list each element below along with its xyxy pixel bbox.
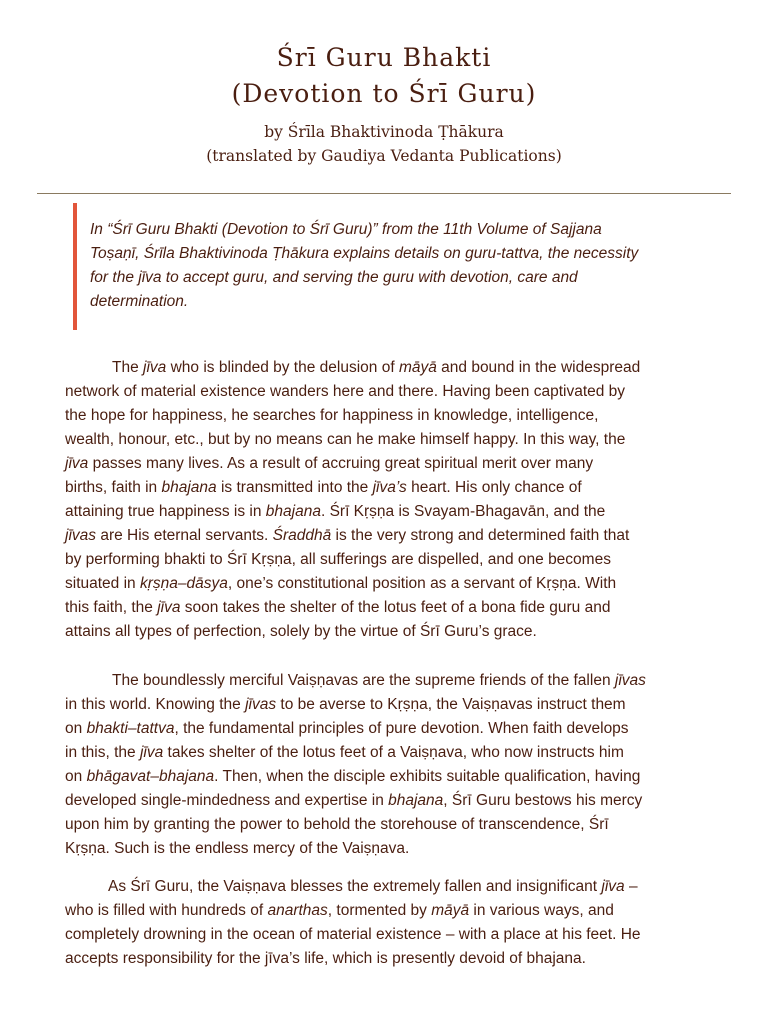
text-run: are His eternal servants.	[96, 527, 273, 544]
text-run-italic: bhajana	[265, 503, 321, 520]
paragraph-line	[65, 765, 715, 789]
text-run: passes many lives. As a result of accruing great spiritual merit over many	[88, 455, 594, 472]
paragraph-line	[65, 500, 715, 524]
text-run-italic: anarthas	[267, 902, 328, 919]
text-run-italic: bhāgavat–bhajana	[86, 768, 215, 785]
paragraph-line	[65, 476, 715, 500]
text-run: who is filled with hundreds of	[65, 902, 268, 919]
text-run: on	[65, 768, 87, 785]
text-run-italic: jīva	[65, 455, 89, 472]
text-run: –	[624, 878, 638, 895]
text-run-italic: Śraddhā	[272, 527, 332, 544]
paragraph-line	[65, 899, 715, 923]
text-run: who is blinded by the delusion of	[166, 359, 399, 376]
text-run-italic: jīva	[157, 599, 181, 616]
paragraph-line	[65, 572, 715, 596]
text-run-italic: jīva	[139, 744, 164, 761]
title-line-2: (Devotion to Śrī Guru)	[231, 79, 537, 108]
paragraph-line: network of material existence wanders here and there. Having been captivated by	[65, 383, 626, 400]
text-run: situated in	[65, 575, 140, 592]
text-run-italic: bhakti–tattva	[86, 720, 175, 737]
text-run: births, faith in	[65, 479, 162, 496]
text-run: takes shelter of the lotus feet of a Vaiṣṇava, who now instructs him	[163, 744, 624, 761]
text-run: attaining true happiness is in	[65, 503, 266, 520]
text-run: in various ways, and	[469, 902, 614, 919]
paragraph-line	[65, 669, 715, 693]
text-run: . Then, when the disciple exhibits suitable qualification, having	[214, 768, 641, 785]
text-run: to be averse to Kṛṣṇa, the Vaiṣṇavas instruct them	[276, 696, 626, 713]
text-run-italic: māyā	[398, 359, 437, 376]
title-line-1: Śrī Guru Bhakti	[276, 43, 492, 72]
text-run: The boundlessly merciful Vaiṣṇavas are the supreme friends of the fallen	[112, 672, 615, 689]
paragraph-line	[65, 596, 715, 620]
paragraph-line: the hope for happiness, he searches for happiness in knowledge, intelligence,	[65, 407, 599, 424]
text-run: , Śrī Guru bestows his mercy	[443, 792, 643, 809]
text-run-italic: jīvas	[65, 527, 97, 544]
text-run: is transmitted into the	[216, 479, 373, 496]
text-run-italic: bhajana	[161, 479, 217, 496]
text-run: in this, the	[65, 744, 140, 761]
text-run-italic: jīva’s	[372, 479, 407, 496]
paragraph-line	[65, 356, 715, 380]
author-line: by Śrīla Bhaktivinoda Ṭhākura	[264, 123, 504, 141]
text-run: this faith, the	[65, 599, 158, 616]
paragraph-line	[65, 789, 715, 813]
paragraph-line: accepts responsibility for the jīva’s life, which is presently devoid of bhajana.	[65, 950, 586, 967]
blockquote-line: determination.	[90, 293, 189, 310]
text-run: , the fundamental principles of pure devotion. When faith develops	[174, 720, 629, 737]
text-run: in this world. Knowing the	[65, 696, 246, 713]
paragraph-2	[65, 669, 715, 861]
paragraph-line	[65, 524, 715, 548]
page-title	[0, 40, 768, 112]
text-run: , one’s constitutional position as a servant of Kṛṣṇa. With	[227, 575, 617, 592]
text-run-italic: jīvas	[614, 672, 646, 689]
paragraph-line	[65, 452, 715, 476]
text-run: and bound in the widespread	[436, 359, 641, 376]
text-run-italic: jīvas	[245, 696, 277, 713]
text-run: is the very strong and determined faith that	[331, 527, 630, 544]
blockquote-accent-bar	[73, 203, 77, 330]
text-run-italic: kṛṣṇa–dāsya	[139, 575, 228, 592]
paragraph-line	[65, 693, 715, 717]
paragraph-line: wealth, honour, etc., but by no means can he make himself happy. In this way, the	[65, 431, 626, 448]
paragraph-line	[65, 741, 715, 765]
blockquote-line: In “Śrī Guru Bhakti (Devotion to Śrī Guru)” from the 11th Volume of Sajjana	[90, 221, 602, 238]
paragraph-3	[65, 875, 715, 971]
paragraph-line	[65, 717, 715, 741]
byline	[0, 120, 768, 168]
text-run: As Śrī Guru, the Vaiṣṇava blesses the extremely fallen and insignificant	[108, 878, 602, 895]
paragraph-line: attains all types of perfection, solely by the virtue of Śrī Guru’s grace.	[65, 623, 537, 640]
blockquote-line: for the jīva to accept guru, and serving the guru with devotion, care and	[90, 269, 578, 286]
text-run-italic: māyā	[431, 902, 470, 919]
header-divider	[37, 193, 731, 194]
text-run: . Śrī Kṛṣṇa is Svayam-Bhagavān, and the	[320, 503, 606, 520]
paragraph-1	[65, 356, 715, 644]
text-run: heart. His only chance of	[406, 479, 582, 496]
text-run-italic: bhajana	[388, 792, 444, 809]
blockquote-line: Toṣaṇī, Śrīla Bhaktivinoda Ṭhākura explains details on guru-tattva, the necessity	[90, 245, 639, 262]
text-run: on	[65, 720, 87, 737]
text-run: soon takes the shelter of the lotus feet of a bona fide guru and	[180, 599, 611, 616]
paragraph-line: Kṛṣṇa. Such is the endless mercy of the Vaiṣṇava.	[65, 840, 410, 857]
paragraph-line: completely drowning in the ocean of material existence – with a place at his feet. He	[65, 926, 641, 943]
paragraph-line	[65, 875, 715, 899]
text-run: developed single-mindedness and expertise in	[65, 792, 389, 809]
paragraph-line: by performing bhakti to Śrī Kṛṣṇa, all sufferings are dispelled, and one becomes	[65, 551, 611, 568]
text-run-italic: jīva	[601, 878, 625, 895]
translator-line: (translated by Gaudiya Vedanta Publications)	[206, 147, 562, 165]
text-run: The	[112, 359, 144, 376]
text-run: , tormented by	[327, 902, 432, 919]
blockquote	[90, 218, 702, 314]
text-run-italic: jīva	[143, 359, 167, 376]
paragraph-line: upon him by granting the power to behold the storehouse of transcendence, Śrī	[65, 816, 609, 833]
